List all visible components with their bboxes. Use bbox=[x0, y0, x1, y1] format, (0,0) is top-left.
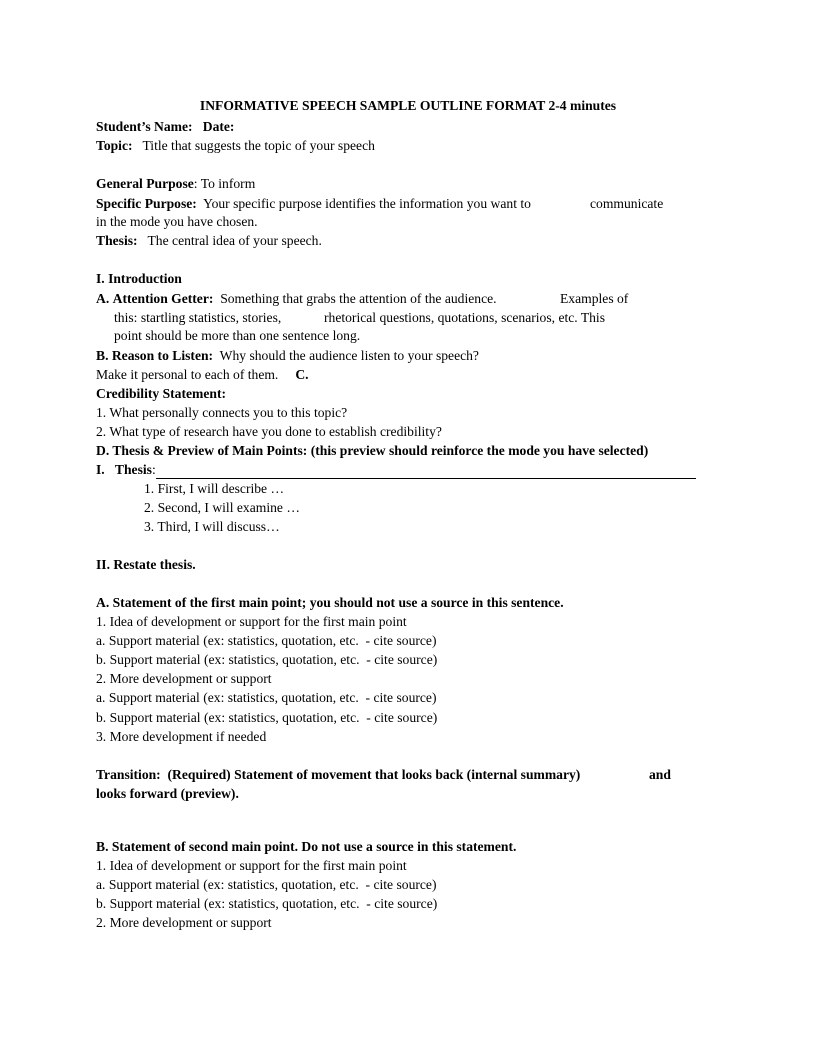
topic-text: Title that suggests the topic of your speech bbox=[142, 138, 375, 153]
attention-getter-prefix: A. bbox=[96, 291, 110, 306]
attention-getter-label: Attention Getter: bbox=[112, 291, 214, 306]
first-main-point-item: 3. More development if needed bbox=[96, 729, 267, 744]
restate-thesis-heading: II. Restate thesis. bbox=[96, 557, 196, 572]
general-purpose-line bbox=[96, 174, 255, 193]
second-main-point-item: a. Support material (ex: statistics, quotation, etc. - cite source) bbox=[96, 877, 437, 892]
credibility-item-2: 2. What type of research have you done to establish credibility? bbox=[96, 424, 442, 439]
attention-getter-text: Something that grabs the attention of the audience. bbox=[220, 291, 497, 306]
introduction-heading: I. Introduction bbox=[96, 271, 182, 286]
specific-purpose-line bbox=[96, 194, 531, 213]
reason-to-listen-text: Why should the audience listen to your speech? bbox=[219, 348, 479, 363]
transition-label: Transition: bbox=[96, 767, 161, 782]
credibility-statement-label: Credibility Statement: bbox=[96, 386, 227, 401]
first-main-point-item: b. Support material (ex: statistics, quotation, etc. - cite source) bbox=[96, 652, 438, 667]
preview-item-2: 2. Second, I will examine … bbox=[144, 500, 300, 515]
first-main-point-item: 1. Idea of development or support for the first main point bbox=[96, 614, 407, 629]
first-main-point-heading: A. Statement of the first main point; you should not use a source in this sentence. bbox=[96, 595, 564, 610]
topic-label: Topic: bbox=[96, 138, 133, 153]
topic-line bbox=[96, 136, 375, 155]
general-purpose-text: : To inform bbox=[193, 176, 256, 191]
date-label: Date: bbox=[202, 119, 235, 134]
second-main-point-item: 2. More development or support bbox=[96, 915, 272, 930]
attention-getter-text-cont: Examples of bbox=[560, 291, 629, 306]
student-name-line bbox=[96, 117, 234, 136]
attention-getter-text-line2: this: startling statistics, stories, bbox=[114, 310, 282, 325]
thesis-fill-colon: : bbox=[151, 462, 156, 477]
credibility-prefix: C. bbox=[295, 367, 309, 382]
attention-getter-text-line2-cont: rhetorical questions, quotations, scenarios, etc. This bbox=[324, 310, 606, 325]
first-main-point-item: a. Support material (ex: statistics, quotation, etc. - cite source) bbox=[96, 633, 437, 648]
transition-text: (Required) Statement of movement that looks back (internal summary) bbox=[167, 767, 581, 782]
general-purpose-label: General Purpose bbox=[96, 176, 194, 191]
reason-to-listen-text2: Make it personal to each of them. bbox=[96, 367, 279, 382]
specific-purpose-text-line2: in the mode you have chosen. bbox=[96, 214, 258, 229]
thesis-fill-label: Thesis bbox=[114, 462, 152, 477]
attention-getter-line bbox=[96, 289, 497, 308]
second-main-point-heading: B. Statement of second main point. Do not use a source in this statement. bbox=[96, 839, 517, 854]
student-name-label: Student’s Name: bbox=[96, 119, 193, 134]
thesis-label: Thesis: bbox=[96, 233, 138, 248]
specific-purpose-text-cont: communicate bbox=[590, 196, 664, 211]
specific-purpose-text: Your specific purpose identifies the information you want to bbox=[203, 196, 531, 211]
first-main-point-item: 2. More development or support bbox=[96, 671, 272, 686]
thesis-fill-line bbox=[96, 460, 696, 479]
reason-to-listen-label: B. Reason to Listen: bbox=[96, 348, 214, 363]
second-main-point-item: b. Support material (ex: statistics, quotation, etc. - cite source) bbox=[96, 896, 438, 911]
first-main-point-item: a. Support material (ex: statistics, quotation, etc. - cite source) bbox=[96, 690, 437, 705]
transition-text-cont: and bbox=[649, 767, 671, 782]
transition-text-line2: looks forward (preview). bbox=[96, 786, 239, 801]
document-title: INFORMATIVE SPEECH SAMPLE OUTLINE FORMAT 2-4 minutes bbox=[199, 98, 617, 113]
reason-to-listen-line2 bbox=[96, 365, 309, 384]
reason-to-listen-line bbox=[96, 346, 479, 365]
thesis-line bbox=[96, 231, 322, 250]
preview-item-1: 1. First, I will describe … bbox=[144, 481, 285, 496]
second-main-point-item: 1. Idea of development or support for the first main point bbox=[96, 858, 407, 873]
thesis-fill-prefix: I. bbox=[96, 462, 105, 477]
credibility-item-1: 1. What personally connects you to this topic? bbox=[96, 405, 348, 420]
transition-line bbox=[96, 765, 580, 784]
thesis-preview-heading: D. Thesis & Preview of Main Points: (this preview should reinforce the mode you have selected) bbox=[96, 443, 649, 458]
thesis-text: The central idea of your speech. bbox=[147, 233, 322, 248]
preview-item-3: 3. Third, I will discuss… bbox=[144, 519, 280, 534]
thesis-blank-line bbox=[156, 463, 696, 479]
specific-purpose-label: Specific Purpose: bbox=[96, 196, 197, 211]
first-main-point-item: b. Support material (ex: statistics, quotation, etc. - cite source) bbox=[96, 710, 438, 725]
attention-getter-text-line3: point should be more than one sentence long. bbox=[114, 328, 361, 343]
